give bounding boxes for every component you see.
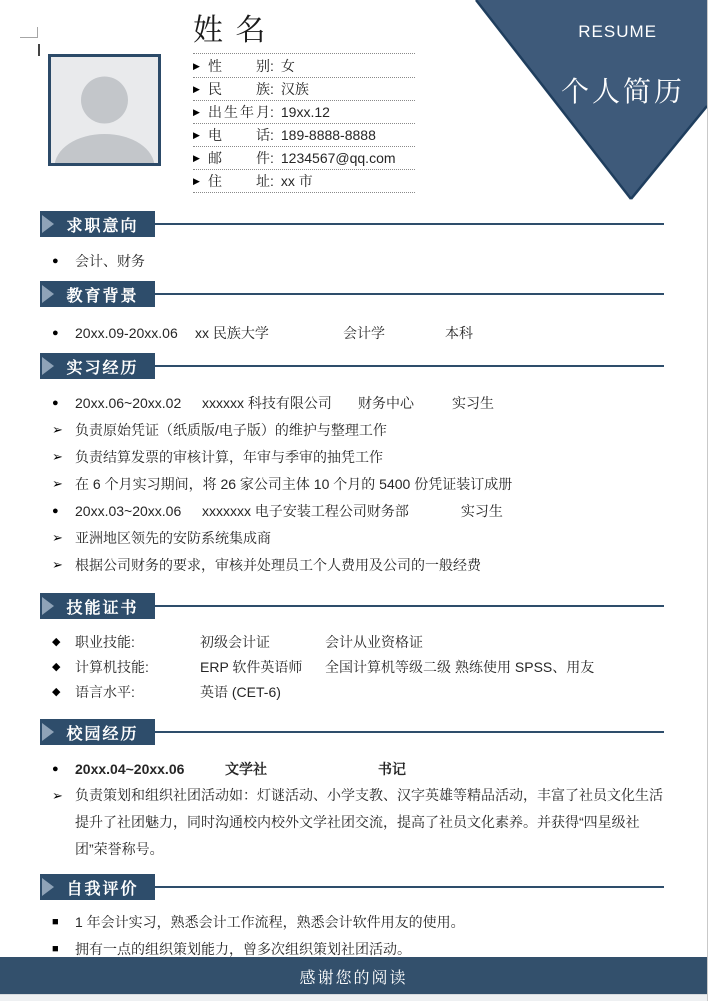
profile-fields bbox=[193, 55, 415, 193]
list-item-text: 1 年会计实习，熟悉会计工作流程，熟悉会计软件用友的使用。 bbox=[75, 913, 465, 930]
list-item-text: 根据公司财务的要求，审核并处理员工个人费用及公司的一般经费 bbox=[75, 556, 481, 573]
list-item-text: 负责策划和组织社团活动如：灯谜活动、小学支教、汉字英雄等精品活动，丰富了社员文化生活提升了社团魅力，同时沟通校内校外文学社团交流，提高了社员文化素养。并获得“四星级社团”荣誉称号。 bbox=[75, 787, 663, 857]
section-title-bar bbox=[40, 874, 155, 900]
section-skills bbox=[40, 593, 664, 704]
candidate-name: 姓 名 bbox=[193, 14, 415, 54]
diamond-bullet-icon: ◆ bbox=[52, 661, 61, 673]
section-internship bbox=[40, 353, 664, 578]
list-item bbox=[40, 629, 664, 654]
profile-field-row bbox=[193, 101, 415, 124]
diamond-bullet-icon: ◆ bbox=[52, 686, 61, 698]
disc-bullet-icon: ● bbox=[52, 504, 59, 517]
section-title: 自我评价 bbox=[66, 880, 139, 898]
footer-text: 感谢您的阅读 bbox=[299, 969, 408, 987]
section-header-education bbox=[40, 281, 664, 307]
section-header-selfeval bbox=[40, 874, 664, 900]
triangle-bullet-icon: ▶ bbox=[193, 83, 200, 94]
list-item-text: 书记 bbox=[378, 760, 406, 777]
section-rows bbox=[40, 247, 664, 274]
profile-field-label: 性别 bbox=[208, 58, 270, 74]
list-item bbox=[40, 755, 664, 782]
arrow-bullet-icon: ➢ bbox=[52, 788, 63, 803]
section-rule-line bbox=[155, 365, 664, 367]
section-title-bar bbox=[40, 281, 155, 307]
profile-field-colon: : bbox=[270, 150, 274, 166]
profile-field-value: 19xx.12 bbox=[280, 104, 330, 120]
list-item-text: 20xx.04~20xx.06 bbox=[75, 760, 185, 777]
list-item bbox=[40, 389, 664, 416]
list-item-text: xxxxxx 科技有限公司 bbox=[202, 394, 332, 411]
list-item-text: 财务中心 bbox=[358, 394, 414, 411]
chevron-right-icon bbox=[42, 357, 54, 375]
section-rule-line bbox=[155, 605, 664, 607]
list-item-text: 负责原始凭证（纸质版/电子版）的维护与整理工作 bbox=[75, 421, 387, 438]
sections bbox=[0, 211, 707, 989]
list-item bbox=[40, 654, 664, 679]
section-rows bbox=[40, 629, 664, 704]
section-title-bar bbox=[40, 593, 155, 619]
arrow-bullet-icon: ➢ bbox=[52, 448, 63, 464]
profile-field-label: 民族 bbox=[208, 81, 270, 97]
list-item bbox=[40, 782, 664, 863]
section-education bbox=[40, 281, 664, 346]
profile-field-row bbox=[193, 124, 415, 147]
list-item bbox=[40, 416, 664, 443]
section-title-bar bbox=[40, 719, 155, 745]
profile-field-label: 住址 bbox=[208, 173, 270, 189]
section-header-skills bbox=[40, 593, 664, 619]
list-item bbox=[40, 908, 664, 935]
profile-field-colon: : bbox=[270, 58, 274, 74]
list-item-text: 会计从业资格证 bbox=[325, 633, 423, 650]
section-campus bbox=[40, 719, 664, 863]
list-item-text: 亚洲地区领先的安防系统集成商 bbox=[75, 529, 271, 546]
list-item-text: 在 6 个月实习期间，将 26 家公司主体 10 个月的 5400 份凭证装订成册 bbox=[75, 475, 513, 492]
list-item bbox=[40, 679, 664, 704]
footer-bar bbox=[0, 957, 707, 995]
list-item-text: 初级会计证 bbox=[200, 633, 270, 650]
page-bottom-edge bbox=[0, 994, 707, 1001]
list-item-text: 20xx.03~20xx.06 bbox=[75, 502, 182, 519]
banner-title: 个人简历 bbox=[560, 76, 685, 107]
section-title: 教育背景 bbox=[66, 287, 139, 305]
profile-field-value: 汉族 bbox=[280, 81, 309, 97]
resume-header bbox=[0, 0, 707, 210]
section-rule-line bbox=[155, 293, 664, 295]
list-item bbox=[40, 497, 664, 524]
section-header-internship bbox=[40, 353, 664, 379]
page-margin-mark-horizontal bbox=[20, 37, 38, 38]
disc-bullet-icon: ● bbox=[52, 762, 59, 775]
disc-bullet-icon: ● bbox=[52, 254, 59, 267]
section-rule-line bbox=[155, 223, 664, 225]
list-item-text: 实习生 bbox=[452, 394, 494, 411]
profile-field-value: 189-8888-8888 bbox=[280, 127, 376, 143]
list-item-text: 会计、财务 bbox=[75, 252, 145, 269]
chevron-right-icon bbox=[42, 285, 54, 303]
list-item-text: 语言水平: bbox=[75, 683, 135, 700]
list-item-text: 财务部 bbox=[366, 502, 409, 519]
arrow-bullet-icon: ➢ bbox=[52, 556, 63, 572]
profile-field-value: 女 bbox=[280, 58, 295, 74]
chevron-right-icon bbox=[42, 723, 54, 741]
list-item-text: ERP 软件英语师 bbox=[200, 658, 303, 675]
photo-placeholder bbox=[48, 54, 161, 166]
profile-field-colon: : bbox=[270, 81, 274, 97]
list-item bbox=[40, 247, 664, 274]
list-item bbox=[40, 443, 664, 470]
list-item bbox=[40, 551, 664, 578]
disc-bullet-icon: ● bbox=[52, 326, 59, 339]
list-item-text: 20xx.06~20xx.02 bbox=[75, 394, 182, 411]
list-item-text: xxxxxxx 电子安装工程公司 bbox=[202, 502, 367, 519]
diamond-bullet-icon: ◆ bbox=[52, 636, 61, 648]
section-rows bbox=[40, 389, 664, 578]
profile-field-label: 出生年月 bbox=[208, 104, 270, 120]
chevron-right-icon bbox=[42, 878, 54, 896]
profile-field-label: 电话 bbox=[208, 127, 270, 143]
section-title-bar bbox=[40, 211, 155, 237]
section-rows bbox=[40, 319, 664, 346]
section-objective bbox=[40, 211, 664, 274]
profile-field-value: 1234567@qq.com bbox=[280, 150, 396, 166]
list-item-text: 本科 bbox=[445, 324, 473, 341]
list-item-text: 全国计算机等级二级 bbox=[325, 658, 451, 675]
list-item bbox=[40, 470, 664, 497]
profile-field-colon: : bbox=[270, 173, 274, 189]
banner-resume-text: RESUME bbox=[578, 22, 657, 41]
list-item-text: 负责结算发票的审核计算，年审与季审的抽凭工作 bbox=[75, 448, 383, 465]
profile-field-row bbox=[193, 170, 415, 193]
arrow-bullet-icon: ➢ bbox=[52, 421, 63, 437]
section-rows bbox=[40, 755, 664, 863]
section-title-bar bbox=[40, 353, 155, 379]
section-header-objective bbox=[40, 211, 664, 237]
list-item-text: 文学社 bbox=[225, 760, 267, 777]
section-title: 求职意向 bbox=[66, 217, 139, 235]
triangle-bullet-icon: ▶ bbox=[193, 175, 200, 186]
text-cursor-mark bbox=[38, 44, 40, 56]
chevron-right-icon bbox=[42, 215, 54, 233]
list-item-text: 计算机技能: bbox=[75, 658, 149, 675]
list-item-text: xx 民族大学 bbox=[195, 324, 269, 341]
profile-field-value: xx 市 bbox=[280, 173, 313, 189]
section-title: 校园经历 bbox=[66, 725, 139, 743]
list-item-text: 职业技能: bbox=[75, 633, 135, 650]
section-rule-line bbox=[155, 731, 664, 733]
section-header-campus bbox=[40, 719, 664, 745]
profile-field-colon: : bbox=[270, 127, 274, 143]
square-bullet-icon: ■ bbox=[52, 915, 59, 928]
arrow-bullet-icon: ➢ bbox=[52, 529, 63, 545]
profile-field-row bbox=[193, 55, 415, 78]
profile-field-colon: : bbox=[270, 104, 274, 120]
list-item-text: 拥有一点的组织策划能力，曾多次组织策划社团活动。 bbox=[75, 940, 411, 957]
list-item bbox=[40, 319, 664, 346]
list-item-text: 英语 (CET-6) bbox=[200, 683, 281, 700]
profile-field-row bbox=[193, 78, 415, 101]
triangle-bullet-icon: ▶ bbox=[193, 106, 200, 117]
list-item-text: 熟练使用 SPSS、用友 bbox=[455, 658, 595, 675]
triangle-bullet-icon: ▶ bbox=[193, 60, 200, 71]
list-item-text: 实习生 bbox=[460, 502, 503, 519]
arrow-bullet-icon: ➢ bbox=[52, 475, 63, 491]
square-bullet-icon: ■ bbox=[52, 942, 59, 955]
triangle-bullet-icon: ▶ bbox=[193, 129, 200, 140]
section-rule-line bbox=[155, 886, 664, 888]
page-margin-mark-vertical bbox=[37, 27, 38, 38]
disc-bullet-icon: ● bbox=[52, 396, 59, 409]
person-silhouette-icon bbox=[51, 57, 158, 163]
section-title: 技能证书 bbox=[66, 599, 139, 617]
section-title: 实习经历 bbox=[66, 359, 139, 377]
profile-field-row bbox=[193, 147, 415, 170]
list-item bbox=[40, 524, 664, 551]
chevron-right-icon bbox=[42, 597, 54, 615]
triangle-bullet-icon: ▶ bbox=[193, 152, 200, 163]
list-item-text: 20xx.09-20xx.06 bbox=[75, 324, 178, 341]
profile-field-label: 邮件 bbox=[208, 150, 270, 166]
list-item-text: 会计学 bbox=[343, 324, 385, 341]
